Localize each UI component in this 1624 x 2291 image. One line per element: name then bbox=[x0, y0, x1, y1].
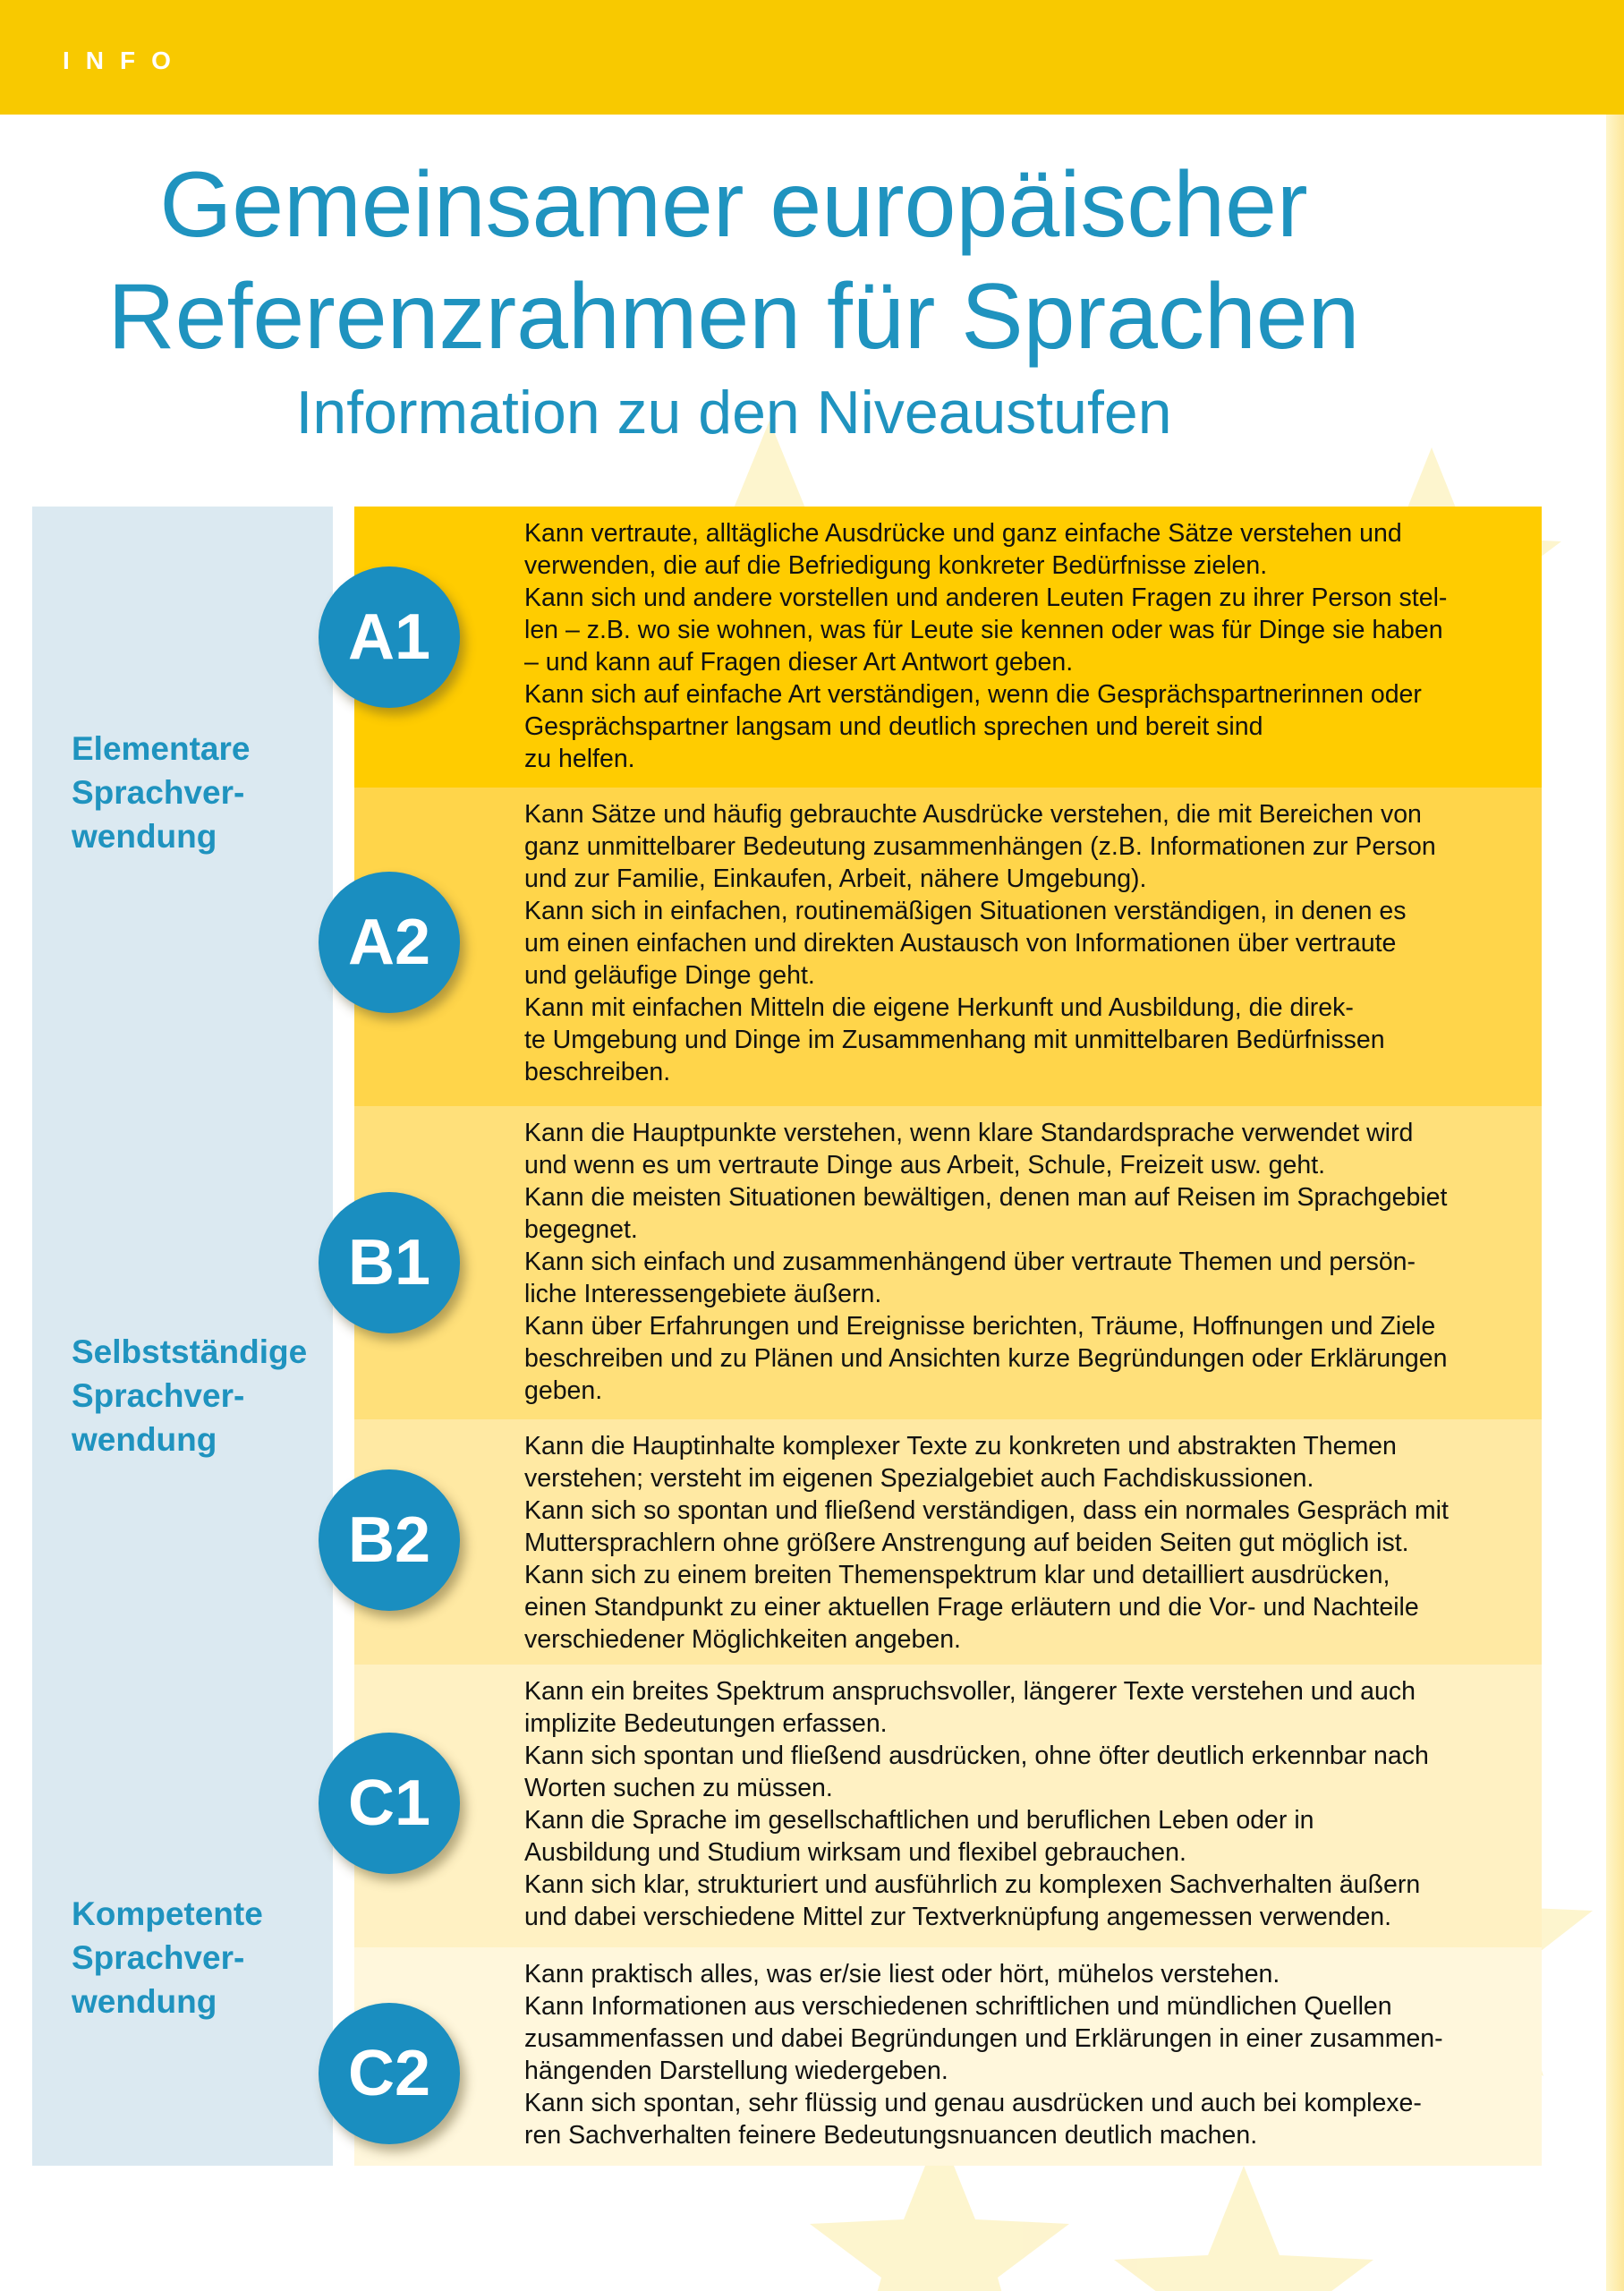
level-badge bbox=[319, 1733, 460, 1874]
level-badge bbox=[319, 872, 460, 1013]
level-badge bbox=[319, 1192, 460, 1333]
level-row-b1 bbox=[347, 1106, 1542, 1419]
level-description: Kann die Hauptpunkte verstehen, wenn klare Standardsprache verwendet wird und wenn es um vertraute Dinge aus Arbeit, Schule, Freizeit usw. geht. Kann die meisten Situationen bewältigen, denen man auf Reisen im Sprachgebiet begegnet. Kann sich einfach und zusammenhängend über vertraute Themen und persön- liche Interessengebiete äußern. Kann über Erfahrungen und Ereignisse berichten, Träume, Hoffnungen und Ziele beschreiben und zu Plänen und Ansichten kurze Begründungen oder Erklärungen geben. bbox=[524, 1119, 1448, 1405]
level-row-c1 bbox=[347, 1665, 1542, 1947]
page-subtitle: Information zu den Niveaustufen bbox=[295, 379, 1172, 447]
page-title-line1: Gemeinsamer europäischer bbox=[159, 153, 1308, 257]
header-label: INFO bbox=[63, 47, 187, 74]
level-description: Kann Sätze und häufig gebrauchte Ausdrücke verstehen, die mit Bereichen von ganz unmittelbarer Bedeutung zusammenhängen (z.B. Informationen zur Person und zur Familie, Einkaufen, Arbeit, nähere Umgebung). Kann sich in einfachen, routinemäßigen Situationen verständigen, in denen es um einen einfachen und direkten Austausch von Informationen über vertraute und geläufige Dinge geht. Kann mit einfachen Mitteln die eigene Herkunft und Ausbildung, die direk- te Umgebung und Dinge im Zusammenhang mit unmittelbaren Bedürfnissen beschreiben. bbox=[524, 800, 1436, 1086]
level-badge bbox=[319, 2003, 460, 2144]
level-description: Kann die Hauptinhalte komplexer Texte zu konkreten und abstrakten Themen verstehen; versteht im eigenen Spezialgebiet auch Fachdiskussionen. Kann sich so spontan und fließend verständigen, dass ein normales Gespräch mit Muttersprachlern ohne größere Anstrengung auf beiden Seiten gut möglich ist. Kann sich zu einem breiten Themenspektrum klar und detailliert ausdrücken, einen Standpunkt zu einer aktuellen Frage erläutern und die Vor- und Nachteile verschiedener Möglichkeiten angeben. bbox=[524, 1432, 1449, 1654]
right-edge-fade bbox=[1606, 115, 1624, 2291]
level-code: C2 bbox=[347, 2038, 431, 2109]
level-badge bbox=[319, 566, 460, 708]
level-description: Kann vertraute, alltägliche Ausdrücke und ganz einfache Sätze verstehen und verwenden, die auf die Befriedigung konkreter Bedürfnisse zielen. Kann sich und andere vorstellen und anderen Leuten Fragen zu ihrer Person stel- len – z.B. wo sie wohnen, was für Leute sie kennen oder was für Dinge sie haben – und kann auf Fragen dieser Art Antwort geben. Kann sich auf einfache Art verständigen, wenn die Gesprächspartnerinnen oder Gesprächspartner langsam und deutlich sprechen und bereit sind zu helfen. bbox=[524, 519, 1448, 773]
category-proficient: Kompetente Sprachver- wendung bbox=[72, 1895, 263, 2020]
level-code: B1 bbox=[347, 1227, 431, 1299]
level-description: Kann ein breites Spektrum anspruchsvoller, längerer Texte verstehen und auch implizite Bedeutungen erfassen. Kann sich spontan und fließend ausdrücken, ohne öfter deutlich erkennbar nach Worten suchen zu müssen. Kann die Sprache im gesellschaftlichen und beruflichen Leben oder in Ausbildung und Studium wirksam und flexibel gebrauchen. Kann sich klar, strukturiert und ausführlich zu komplexen Sachverhalten äußern und dabei verschiedene Mittel zur Textverknüpfung angemessen verwenden. bbox=[524, 1677, 1429, 1931]
level-row-a2 bbox=[347, 788, 1542, 1106]
level-code: A2 bbox=[347, 907, 431, 978]
level-row-a1 bbox=[347, 507, 1542, 788]
level-code: A1 bbox=[347, 601, 431, 673]
category-independent: Selbstständige Sprachver- wendung bbox=[72, 1333, 308, 1458]
level-code: C1 bbox=[347, 1767, 431, 1839]
page-title-line2: Referenzrahmen für Sprachen bbox=[107, 265, 1360, 369]
level-code: B2 bbox=[347, 1504, 431, 1576]
level-description: Kann praktisch alles, was er/sie liest oder hört, mühelos verstehen. Kann Informationen aus verschiedenen schriftlichen und mündlichen Quellen zusammenfassen und dabei Begründungen und Erklärungen in einer zusammen- hängenden Darstellung wiedergeben. Kann sich spontan, sehr flüssig und genau ausdrücken und auch bei komplexe- ren Sachverhalten feinere Bedeutungsnuancen deutlich machen. bbox=[524, 1960, 1443, 2150]
level-badge bbox=[319, 1469, 460, 1611]
category-elementary: Elementare Sprachver- wendung bbox=[72, 730, 251, 855]
level-row-c2 bbox=[347, 1947, 1542, 2166]
level-row-b2 bbox=[347, 1419, 1542, 1665]
star-shape bbox=[1114, 2166, 1373, 2291]
